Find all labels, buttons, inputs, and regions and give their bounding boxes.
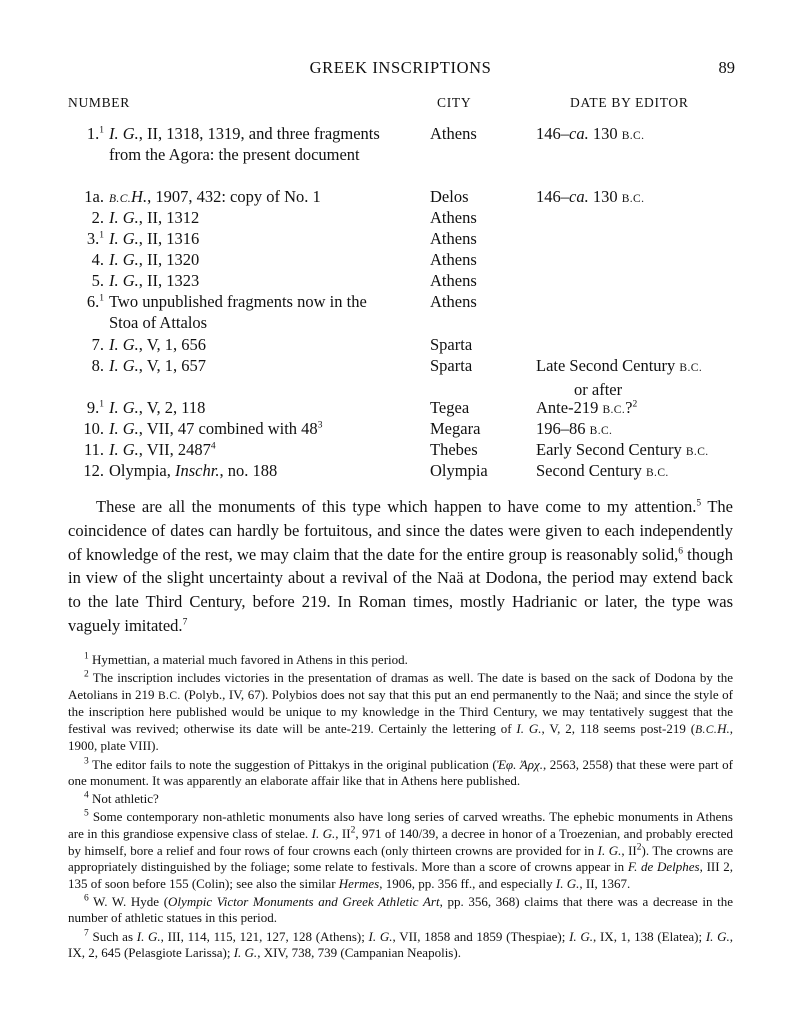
row-city: Athens (430, 229, 477, 248)
row-date: 146–ca. 130 B.C. (536, 187, 645, 206)
column-header-date: DATE BY EDITOR (570, 95, 689, 110)
footnote: $^2$ The inscription includes victories in the presentation of dramas as well. The date is based on the sack of Dodona by the Aetolians in 219 B.C. (Polyb., IV, 67). Polybios does not say that this put an end permanently to the Naä; and since the style of the inscription here published would be unique to my knowledge in the Third Century, we may tentatively suggest that the festival was revived; otherwise its date will be ante-219. Certainly the lettering of I. G., V, 2, 118 seems post-219 (B.C.H., 1900, plate VIII). (68, 669, 733, 754)
row-number: 8. (91, 356, 104, 375)
row-reference: I. G., II, 1323 (109, 271, 200, 290)
row-city: Athens (430, 271, 477, 290)
row-number: 3.$^1$ (86, 229, 104, 248)
row-date: Ante-219 B.C.?$^2$ (536, 398, 638, 417)
row-reference: I. G., II, 1318, 1319, and three fragments from the Agora: the present document (109, 124, 380, 164)
row-number: 1a. (84, 187, 104, 206)
row-date: 196–86 B.C. (536, 419, 613, 438)
row-city: Athens (430, 124, 477, 143)
row-date: Late Second Century B.C. or after (536, 356, 703, 399)
row-number: 5. (91, 271, 104, 290)
footnote: $^4$ Not athletic? (84, 790, 159, 807)
page-number: 89 (718, 58, 735, 77)
row-number: 2. (91, 208, 104, 227)
row-city: Tegea (430, 398, 470, 417)
row-reference: Two unpublished fragments now in the Stoa of Attalos (109, 292, 367, 332)
row-reference: I. G., II, 1316 (109, 229, 200, 248)
row-date: Early Second Century B.C. (536, 440, 709, 459)
row-reference: I. G., V, 1, 657 (109, 356, 207, 375)
row-number: 4. (91, 250, 104, 269)
row-reference: I. G., V, 2, 118 (109, 398, 206, 417)
footnotes (68, 652, 733, 963)
running-title: GREEK INSCRIPTIONS (309, 58, 492, 77)
row-city: Athens (430, 250, 477, 269)
row-reference: I. G., II, 1320 (109, 250, 200, 269)
row-number: 10. (83, 419, 104, 438)
row-number: 7. (91, 335, 104, 354)
row-number: 11. (83, 440, 104, 459)
row-date: Second Century B.C. (536, 461, 669, 480)
row-reference: I. G., II, 1312 (109, 208, 200, 227)
footnote: $^6$ W. W. Hyde (Olympic Victor Monuments and Greek Athletic Art, pp. 356, 368) claims that there was a decrease in the number of athletic statues in this period. (68, 893, 733, 926)
row-city: Thebes (430, 440, 478, 459)
row-number: 6.$^1$ (86, 292, 104, 311)
column-header-city: CITY (437, 95, 472, 110)
row-reference: Olympia, Inschr., no. 188 (109, 461, 278, 480)
row-number: 1.$^1$ (86, 124, 104, 143)
body-paragraph: These are all the monuments of this type which happen to have come to my attention.$^5$ The coincidence of dates can hardly be fortuitous, and since the dates were given to each independently of knowledge of the rest, we may claim that the date for the entire group is reasonably solid,$^6$ though in view of the slight uncertainty about a revival of the Naä at Dodona, the period may extend back to the late Third Century, before 219. In Roman times, mostly Hadrianic or later, the type was vaguely imitated.$^7$ (68, 497, 734, 635)
row-city: Megara (430, 419, 481, 438)
row-number: 9.$^1$ (86, 398, 104, 417)
footnote: $^3$ The editor fails to note the suggestion of Pittakys in the original publication (Ἐφ. Ἀρχ., 2563, 2558) that these were part of one monument. It was apparently an elaborate affair like that in Athens here published. (68, 756, 733, 789)
footnote: $^7$ Such as I. G., III, 114, 115, 121, 127, 128 (Athens); I. G., VII, 1858 and 1859 (Thespiae); I. G., IX, 1, 138 (Elatea); I. G., IX, 2, 645 (Pelasgiote Larissa); I. G., XIV, 738, 739 (Campanian Neapolis). (68, 928, 734, 961)
row-city: Athens (430, 292, 477, 311)
row-number: 12. (83, 461, 104, 480)
row-reference: I. G., VII, 47 combined with $48^3$ (109, 419, 323, 438)
row-reference: I. G., VII, 2487$^4$ (109, 440, 216, 459)
column-header-number: NUMBER (68, 95, 130, 110)
row-reference: I. G., V, 1, 656 (109, 335, 207, 354)
row-reference: B.C.H., 1907, 432: copy of No. 1 (109, 187, 321, 206)
row-city: Olympia (430, 461, 488, 480)
row-city: Sparta (430, 335, 473, 354)
row-city: Delos (430, 187, 469, 206)
footnote: $^1$ Hymettian, a material much favored in Athens in this period. (84, 651, 408, 667)
row-city: Athens (430, 208, 477, 227)
footnote: $^5$ Some contemporary non-athletic monuments also have long series of carved wreaths. The ephebic monuments in Athens are in this grandiose expensive class of stelae. I. G., $II^2$, 971 of 140/39, a decree in honor of a Troezenian, and probably erected by himself, bore a relief and four rows of four crowns each (only thirteen crowns are provided for in I. G., $II^2$). The crowns are appropriately distinguished by the foliage; some relate to festivals. More than a score of crowns appear in F. de Delphes, III 2, 135 of soon before 155 (Colin); see also the similar Hermes, 1906, pp. 356 ff., and especially I. G., II, 1367. (68, 809, 734, 891)
row-city: Sparta (430, 356, 473, 375)
row-date: 146–ca. 130 B.C. (536, 124, 645, 143)
